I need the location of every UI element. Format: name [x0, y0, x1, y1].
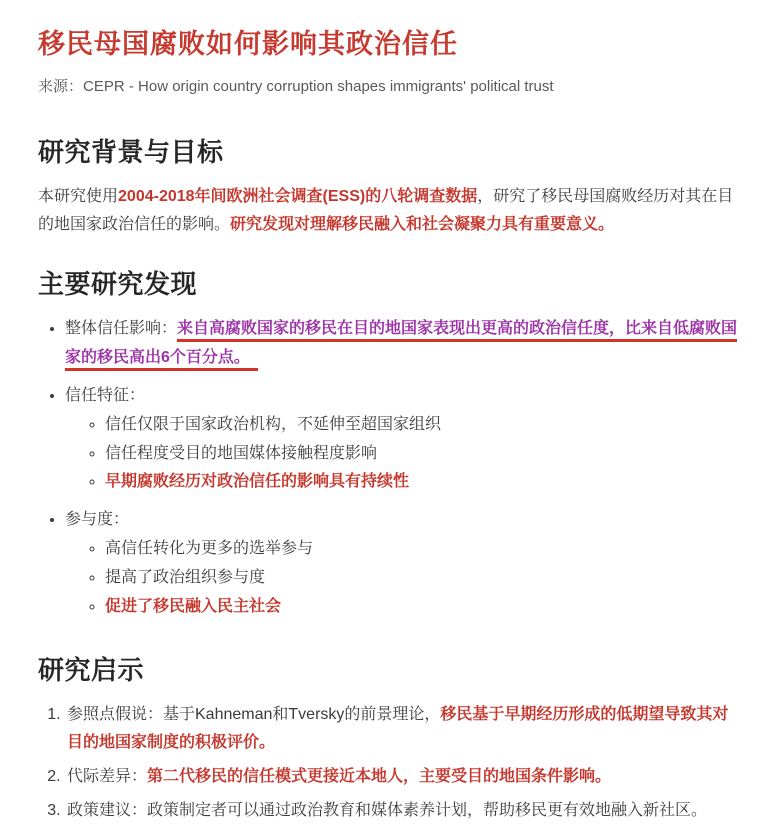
sub-item-text: 信任仅限于国家政治机构，不延伸至超国家组织 [105, 415, 442, 433]
insight-item-reference-point [65, 701, 738, 759]
trust-traits-sublist [65, 411, 738, 497]
finding-highlight-underlined: 来自高腐败国家的移民在目的地国家表现出更高的政治信任度，比来自低腐败国家的移民高出6个百分点。 [65, 320, 737, 371]
insight-text-red: 移民基于早期经历形成的低期望导致其对目的地国家制度的积极评价。 [67, 705, 729, 752]
sub-item-text-red: 早期腐败经历对政治信任的影响具有持续性 [105, 473, 410, 491]
finding-label-overall: 整体信任影响： [65, 320, 178, 338]
insights-list [38, 701, 738, 826]
sub-item [105, 593, 738, 622]
section-heading-insights: 研究启示 [38, 655, 145, 686]
section-heading-background: 研究背景与目标 [38, 137, 224, 168]
background-text-1: 本研究使用 [38, 188, 119, 206]
page-title: 移民母国腐败如何影响其政治信任 [38, 29, 458, 59]
sub-item-text: 信任程度受目的地国媒体接触程度影响 [105, 444, 378, 462]
source-text: CEPR - How origin country corruption shapes immigrants' political trust [83, 78, 554, 96]
finding-item-trust-traits [65, 382, 738, 497]
insight-text-red: 第二代移民的信任模式更接近本地人，主要受目的地国条件影响。 [147, 768, 612, 786]
sub-item [105, 411, 738, 440]
insight-text: 政策建议：政策制定者可以通过政治教育和媒体素养计划，帮助移民更有效地融入新社区。 [67, 801, 708, 819]
insight-text: 参照点假说：基于Kahneman和Tversky的前景理论， [67, 705, 441, 723]
background-paragraph [38, 183, 738, 239]
sub-item-text: 高信任转化为更多的选举参与 [105, 540, 314, 557]
background-text-2-red: 2004-2018年间欧洲社会调查(ESS)的八轮调查数据 [118, 188, 478, 206]
sub-item [105, 468, 738, 497]
insight-item-generational [65, 763, 738, 792]
sub-item [105, 535, 738, 564]
section-heading-findings: 主要研究发现 [38, 269, 198, 300]
sub-item [105, 564, 738, 593]
findings-list [38, 315, 738, 621]
insight-item-policy [65, 797, 738, 826]
insight-text: 代际差异： [67, 768, 148, 786]
sub-item-text: 提高了政治组织参与度 [105, 568, 266, 586]
participation-sublist [65, 535, 738, 621]
finding-label-participation: 参与度： [65, 511, 130, 529]
source-line [38, 76, 738, 97]
finding-item-participation [65, 506, 738, 621]
source-label: 来源： [38, 78, 84, 96]
sub-item [105, 440, 738, 469]
sub-item-text-red: 促进了移民融入民主社会 [105, 597, 282, 615]
finding-item-overall-trust [65, 315, 738, 373]
background-text-4-red: 研究发现对理解移民融入和社会凝聚力具有重要意义。 [230, 216, 615, 234]
background-text-3: ，研究了移民母国腐败经历对其在目的地国家政治信任的影响。 [38, 188, 734, 234]
finding-label-traits: 信任特征： [65, 387, 146, 405]
